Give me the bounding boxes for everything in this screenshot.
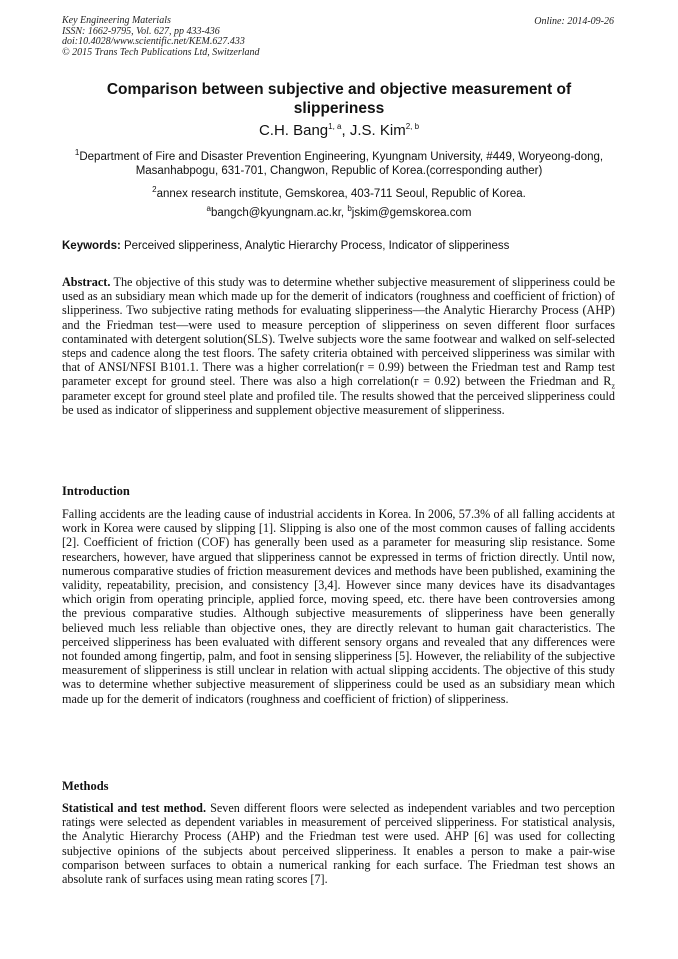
methods-paragraph bbox=[62, 801, 615, 886]
journal-header bbox=[62, 16, 260, 58]
affiliation-1 bbox=[62, 150, 616, 178]
author-emails bbox=[62, 206, 616, 220]
methods-text: Seven different floors were selected as independent variables and two perception ratings were selected as dependent variables in measurement of perceived slipperiness. For statistical analysis, the Analytic Hierarchy Process (AHP) and the Friedman test were used. AHP [6] was used for collecting subjective opinions of the subjects about perceived slipperiness. It enables a person to make a pair-wise comparison between surfaces to obtain a numerical ranking for each surface. The Friedman test shows an absolute rank of surfaces using mean rating scores [7]. bbox=[62, 801, 615, 887]
introduction-paragraph: Falling accidents are the leading cause of industrial accidents in Korea. In 2006, 57.3% of all falling accidents at work in Korea were caused by slipping [1]. Slipping is also one of the most common causes of falling accidents [2]. Coefficient of friction (COF) has generally been used as a parameter for measuring slip resistance. Some researchers, however, have argued that slipperiness cannot be expressed in terms of friction directly. Until now, numerous comparative studies of friction measurement devices and methods have been published, examining the validity, repeatability, precision, and consistency [3,4]. However since many devices have its disadvantages which origin from operating principle, applied force, moving speed, etc. there have been controversies among the previous comparative studies. Although subjective measurements of slipperiness have been generally believed much less reliable than objective ones, they are directly relevant to human gait characteristics. The perceived slipperiness has been evaluated with different sensory organs and revealed that any differences were not founded among fingertip, palm, and foot in sensing slipperiness [5]. However, the reliability of the subjective measurement of slipperiness is still unclear in relation with actual slipping accidents. The objective of this study was to determine whether subjective measurement of slipperiness could be used as an subsidiary mean which made up for the demerit of indicators (roughness and coefficient of friction) of slipperiness. bbox=[62, 507, 615, 706]
keywords-label: Keywords: bbox=[62, 240, 121, 252]
affiliation-2-text: annex research institute, Gemskorea, 403-711 Seoul, Republic of Korea. bbox=[156, 188, 526, 200]
abstract-text-2: parameter except for ground steel plate and profiled tile. The results showed that the perceived slipperiness could be used as indicator of slipperiness and supplement objective measurement of slipperiness. bbox=[62, 388, 615, 417]
author-1: C.H. Bang bbox=[258, 122, 329, 139]
abstract-paragraph bbox=[62, 275, 615, 417]
keywords-text: Perceived slipperiness, Analytic Hierarchy Process, Indicator of slipperiness bbox=[120, 240, 510, 252]
author-2: J.S. Kim bbox=[349, 122, 406, 139]
author-line bbox=[62, 122, 616, 140]
paper-title: Comparison between subjective and objective measurement of slipperiness bbox=[106, 81, 572, 117]
journal-name: Key Engineering Materials bbox=[62, 15, 171, 26]
affiliation-1-text: Department of Fire and Disaster Prevention Engineering, Kyungnam University, #449, Woryeong-dong, Masanhabpogu, 631-701, Changwon, Republic of Korea.(corresponding auther) bbox=[79, 151, 604, 177]
author-separator: , bbox=[341, 122, 350, 139]
author-1-affil: 1, a bbox=[328, 122, 342, 131]
affiliation-2 bbox=[62, 187, 616, 201]
keywords-line bbox=[62, 239, 616, 253]
methods-heading: Methods bbox=[62, 779, 109, 793]
issn-line: ISSN: 1662-9795, Vol. 627, pp 433-436 bbox=[62, 25, 220, 37]
abstract-label: Abstract. bbox=[62, 275, 111, 289]
affiliation-1-marker: 1 bbox=[74, 148, 80, 158]
abstract-subscript: z bbox=[611, 381, 615, 391]
email-b: jskim@gemskorea.com bbox=[351, 207, 472, 219]
copyright-line: © 2015 Trans Tech Publications Ltd, Switzerland bbox=[62, 46, 260, 58]
email-a: bangch@kyungnam.ac.kr, bbox=[210, 207, 348, 219]
introduction-heading: Introduction bbox=[62, 484, 130, 498]
doi-line: doi:10.4028/www.scientific.net/KEM.627.433 bbox=[62, 36, 245, 47]
author-2-affil: 2, b bbox=[405, 122, 420, 131]
email-b-marker: b bbox=[347, 204, 352, 214]
affiliation-2-marker: 2 bbox=[152, 185, 157, 195]
methods-subheading: Statistical and test method. bbox=[62, 801, 206, 815]
online-date: Online: 2014-09-26 bbox=[534, 16, 614, 27]
abstract-text-1: The objective of this study was to determine whether subjective measurement of slipperiness could be used as an subsidiary mean which made up for the demerit of indicators (roughness and coefficient of friction) of slipperiness. Two subjective rating methods for evaluating slipperiness—the Analytic Hierarchy Process (AHP) and the Friedman test—were used to measure perception of slipperiness on seven different floor surfaces contaminated with detergent solution(SLS). Twelve subjects wore the same footwear and walked on self-selected steps and cadence along the test floors. The safety criteria obtained with perceived slipperiness was similar with that of ANSI/NFSI B101.1. There was a higher correlation(r = 0.99) between the Friedman test and Ramp test parameter except for ground steel. There was also a high correlation(r = 0.92) between the Friedman and R bbox=[62, 275, 615, 389]
email-a-marker: a bbox=[206, 204, 211, 214]
